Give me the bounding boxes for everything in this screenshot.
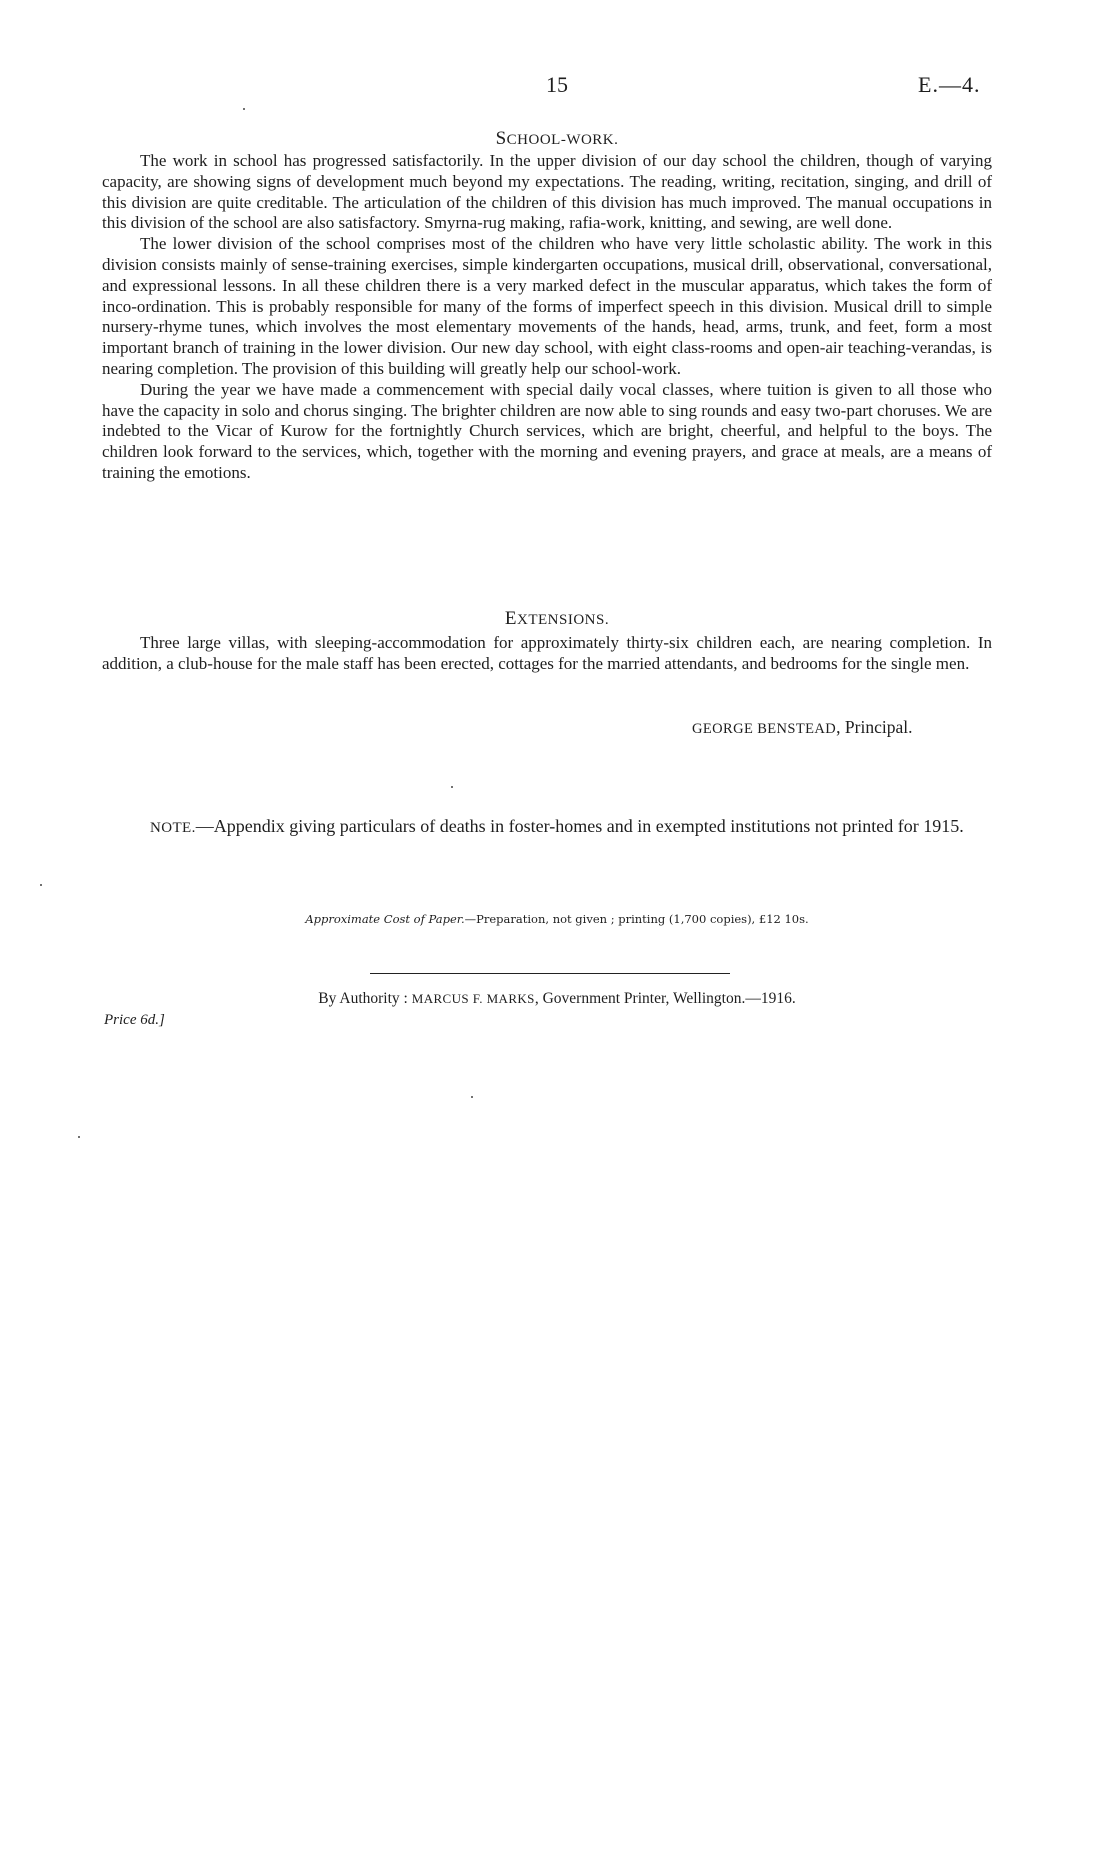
cost-of-paper <box>0 912 1114 926</box>
signature <box>692 717 912 738</box>
section-heading-extensions <box>0 608 1114 630</box>
scan-speck <box>40 884 42 886</box>
printer-name: MARCUS F. MARKS <box>411 991 535 1006</box>
scan-speck <box>451 786 453 788</box>
printer-imprint <box>0 990 1114 1008</box>
page-number: 15 <box>546 72 568 97</box>
scan-speck <box>243 108 245 110</box>
note-label: NOTE. <box>150 820 196 836</box>
paragraph: Three large villas, with sleeping-accommodation for approximately thirty-six children each, are nearing completion. In addition, a club-house for the male staff has been erected, cottages for the married attendants, and bedrooms for the single men. <box>102 633 992 673</box>
signatory-name: GEORGE BENSTEAD <box>692 721 837 737</box>
cost-label: Approximate Cost of Paper. <box>305 912 465 926</box>
heading-rest: XTENSIONS. <box>517 612 610 628</box>
scan-speck <box>78 1136 80 1138</box>
heading-initial: S <box>495 128 507 149</box>
signatory-title: , Principal. <box>836 717 913 737</box>
section-heading-school-work <box>0 128 1114 150</box>
price: Price 6d.] <box>104 1012 165 1028</box>
paragraph: During the year we have made a commencement with special daily vocal classes, where tuition is given to all those who have the capacity in solo and chorus singing. The brighter children are now able to sing rounds and easy two-part choruses. We are indebted to the Vicar of Kurow for the fortnightly Church services, which are bright, cheerful, and helpful to the boys. The children look forward to the services, which, together with the morning and evening prayers, and grace at meals, are a means of training the emotions. <box>102 379 992 482</box>
imprint-suffix: , Government Printer, Wellington.—1916. <box>534 990 796 1007</box>
cost-text: —Preparation, not given ; printing (1,700 copies), £12 10s. <box>464 912 809 926</box>
note-text: —Appendix giving particulars of deaths in foster-homes and in exempted institutions not printed for 1915. <box>195 816 964 836</box>
appendix-note <box>102 816 992 840</box>
paragraph: The lower division of the school comprises most of the children who have very little scholastic ability. The work in this division consists mainly of sense-training exercises, simple kindergarten occupations, musical drill, observational, conversational, and expressional lessons. In all these children there is a very marked defect in the muscular apparatus, which takes the form of inco-ordination. This is probably responsible for many of the forms of imperfect speech in this division. Musical drill to simple nursery-rhyme tunes, which involves the most elementary movements of the hands, head, arms, trunk, and feet, form a most important branch of training in the lower division. Our new day school, with eight class-rooms and open-air teaching-verandas, is nearing completion. The provision of this building will greatly help our school-work. <box>102 234 992 378</box>
paragraph: The work in school has progressed satisfactorily. In the upper division of our day school the children, though of varying capacity, are showing signs of development much beyond my expectations. The reading, writing, recitation, singing, and drill of this division are quite creditable. The articulation of the children of this division has much improved. The manual occupations in this division of the school are also satisfactory. Smyrna-rug making, rafia-work, knitting, and sewing, are well done. <box>102 151 992 233</box>
heading-initial: E <box>504 608 517 629</box>
imprint-rule <box>370 973 730 974</box>
document-reference: E.—4. <box>918 72 981 97</box>
heading-rest: CHOOL-WORK. <box>506 132 619 148</box>
imprint-prefix: By Authority : <box>318 990 412 1007</box>
school-work-body <box>102 151 992 484</box>
scan-speck <box>471 1096 473 1098</box>
extensions-body <box>102 633 992 675</box>
